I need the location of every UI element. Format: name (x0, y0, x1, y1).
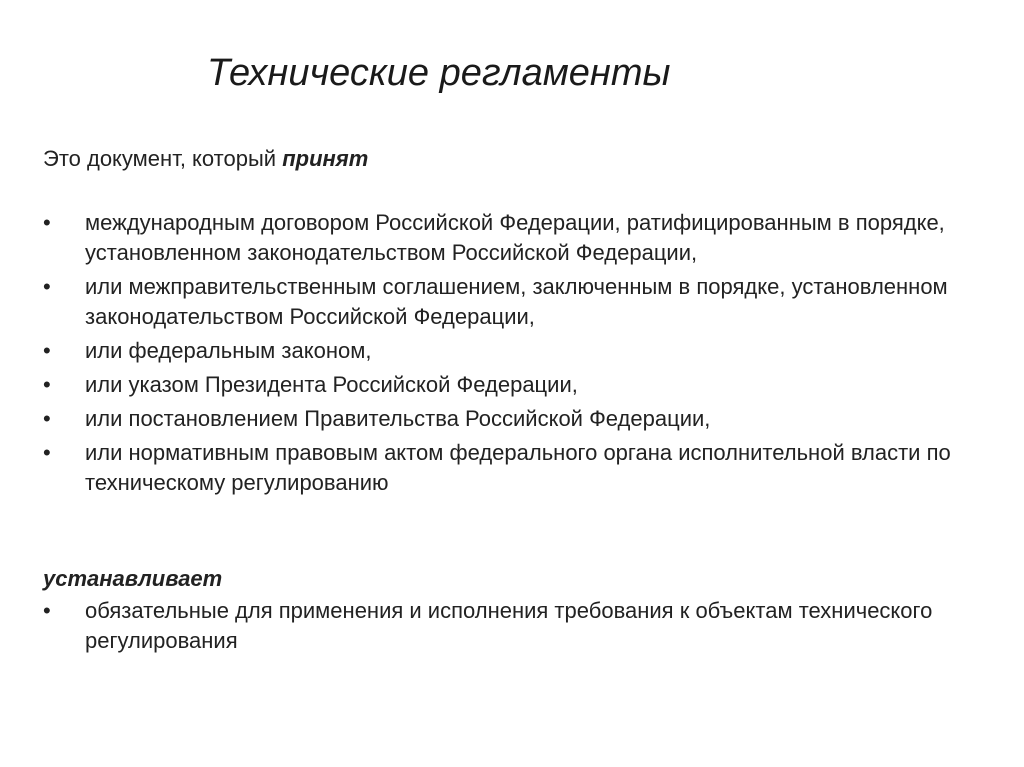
establishes-list (43, 596, 963, 660)
intro-plain: Это документ, который (43, 146, 283, 171)
adopted-by-list (43, 208, 963, 502)
list-item-text: обязательные для применения и исполнения требования к объектам технического регулирования (85, 598, 933, 653)
list-item-text: или нормативным правовым актом федерального органа исполнительной власти по техническому регулированию (85, 440, 951, 495)
list-item-text: или указом Президента Российской Федерации, (85, 372, 578, 397)
bullet-icon: • (43, 338, 51, 363)
list-item (43, 404, 963, 434)
list-item (43, 370, 963, 400)
bullet-icon: • (43, 440, 51, 465)
intro-emphasis: принят (282, 146, 369, 171)
list-item (43, 272, 963, 332)
bullet-icon: • (43, 406, 51, 431)
list-item-text: или межправительственным соглашением, заключенным в порядке, установленном законодательством Российской Федерации, (85, 274, 948, 329)
bullet-icon: • (43, 598, 51, 623)
list-item (43, 336, 963, 366)
slide-title: Технические регламенты (207, 52, 671, 94)
bullet-icon: • (43, 372, 51, 397)
establishes-heading: устанавливает (43, 566, 223, 591)
bullet-icon: • (43, 210, 51, 235)
list-item-text: или постановлением Правительства Российской Федерации, (85, 406, 711, 431)
list-item-text: международным договором Российской Федерации, ратифицированным в порядке, установленном законодательством Российской Федерации, (85, 210, 945, 265)
intro-text (43, 144, 368, 174)
list-item (43, 438, 963, 498)
bullet-icon: • (43, 274, 51, 299)
list-item-text: или федеральным законом, (85, 338, 372, 363)
list-item (43, 596, 963, 656)
list-item (43, 208, 963, 268)
